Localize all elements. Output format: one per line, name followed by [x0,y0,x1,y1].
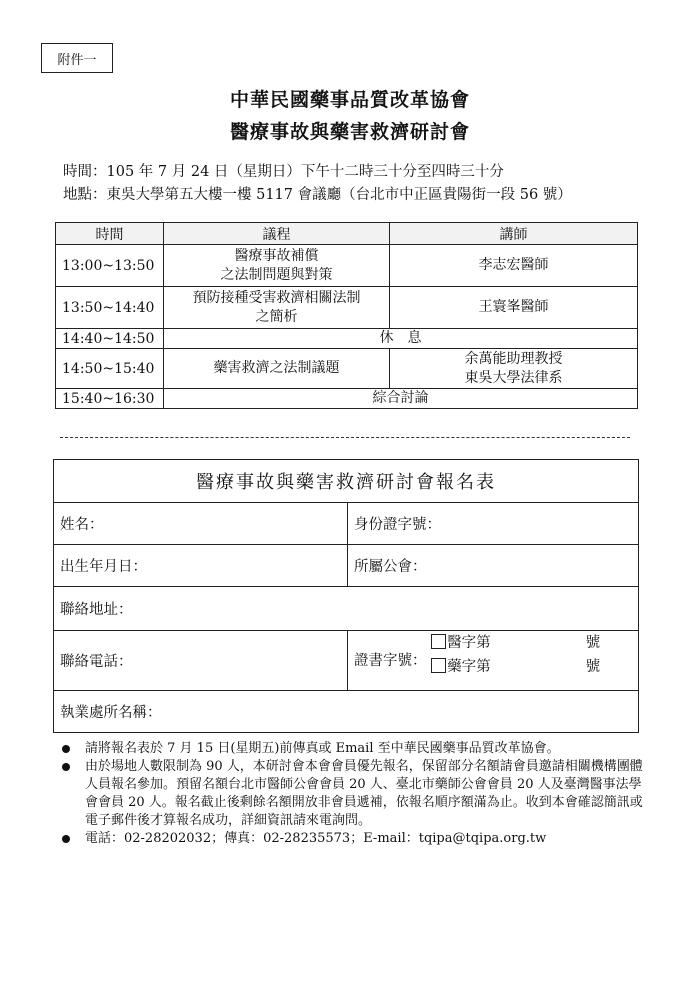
cert-options [431,631,600,679]
checkbox-icon[interactable] [431,634,446,649]
cert-option-pharmacy[interactable] [431,655,600,679]
row-speaker: 李志宏醫師 [390,245,638,287]
workplace-field[interactable]: 執業處所名稱： [54,691,639,733]
schedule-row [56,349,638,389]
id-number-field[interactable]: 身份證字號： [348,503,639,545]
header-time: 時間 [56,223,164,245]
address-field[interactable]: 聯絡地址： [54,587,639,631]
row-time: 14:50~15:40 [56,349,164,389]
topic-line: 之簡析 [255,308,298,325]
row-topic [164,245,390,287]
bullet-icon [62,763,70,771]
association-field[interactable]: 所屬公會： [348,545,639,587]
row-discussion: 綜合討論 [164,389,638,409]
name-field[interactable]: 姓名： [54,503,348,545]
schedule-row [56,287,638,329]
topic-line: 之法制問題與對策 [220,266,333,283]
place-line: 地點：東吳大學第五大樓一樓 5117 會議廳（台北市中正區貴陽街一段 56 號） [63,187,572,203]
notes-list [60,740,650,848]
schedule-table [55,222,638,409]
speaker-line: 余萬能助理教授 [464,350,563,367]
form-title: 醫療事故與藥害救濟研討會報名表 [54,460,639,503]
header-speaker: 講師 [390,223,638,245]
seminar-title: 醫療事故與藥害救濟研討會 [229,121,470,143]
note-text: 由於場地人數限制為 90 人，本研討會本會會員優先報名，保留部分名額請會員邀請相關機構團體人員報名參加。預留名額台北市醫師公會會員 20 人、臺北市藥師公會會員 20 人及臺灣醫事法學會會員 20 人。報名截止後剩餘名額開放非會員遞補，依報名順序額滿為止。收到本會確認簡訊或電子郵件後才算報名成功，詳細資訊請來電詢問。 [85,759,643,828]
schedule-row [56,389,638,409]
note-item [60,758,650,830]
bullet-icon [62,835,70,843]
checkbox-icon[interactable] [431,658,446,673]
header-topic: 議程 [164,223,390,245]
phone-field[interactable]: 聯絡電話： [54,631,348,691]
org-title: 中華民國藥事品質改革協會 [229,89,470,111]
note-item [60,830,650,848]
row-time: 13:50~14:40 [56,287,164,329]
schedule-header-row [56,223,638,245]
row-topic [164,287,390,329]
annex-label: 附件一 [41,43,113,73]
schedule-row [56,245,638,287]
cert-label: 證書字號： [354,652,427,669]
note-text: 電話：02-28202032；傳真：02-28235573；E-mail：tqipa@tqipa.org.tw [85,831,547,846]
cert-opt-suffix: 號 [585,634,601,651]
cert-opt-prefix: 藥字第 [447,658,491,675]
topic-line: 醫療事故補償 [234,247,319,264]
row-topic: 藥害救濟之法制議題 [164,349,390,389]
row-time: 14:40~14:50 [56,329,164,349]
row-break: 休 息 [164,329,638,349]
topic-line: 預防接種受害救濟相關法制 [192,289,361,306]
schedule-row [56,329,638,349]
row-speaker: 王寰峯醫師 [390,287,638,329]
row-speaker [390,349,638,389]
time-line: 時間：105 年 7 月 24 日（星期日）下午十二時三十分至四時三十分 [63,164,504,180]
row-time: 13:00~13:50 [56,245,164,287]
cut-line [60,437,630,438]
row-time: 15:40~16:30 [56,389,164,409]
speaker-line: 東吳大學法律系 [464,369,563,386]
cert-option-medical[interactable] [431,631,600,655]
note-item [60,740,650,758]
bullet-icon [62,745,70,753]
note-text: 請將報名表於 7 月 15 日(星期五)前傳真或 Email 至中華民國藥事品質改革協會。 [85,741,560,756]
birthdate-field[interactable]: 出生年月日： [54,545,348,587]
cert-opt-suffix: 號 [585,658,601,675]
certificate-cell [348,631,639,691]
cert-opt-prefix: 醫字第 [447,634,491,651]
registration-form [53,459,639,733]
